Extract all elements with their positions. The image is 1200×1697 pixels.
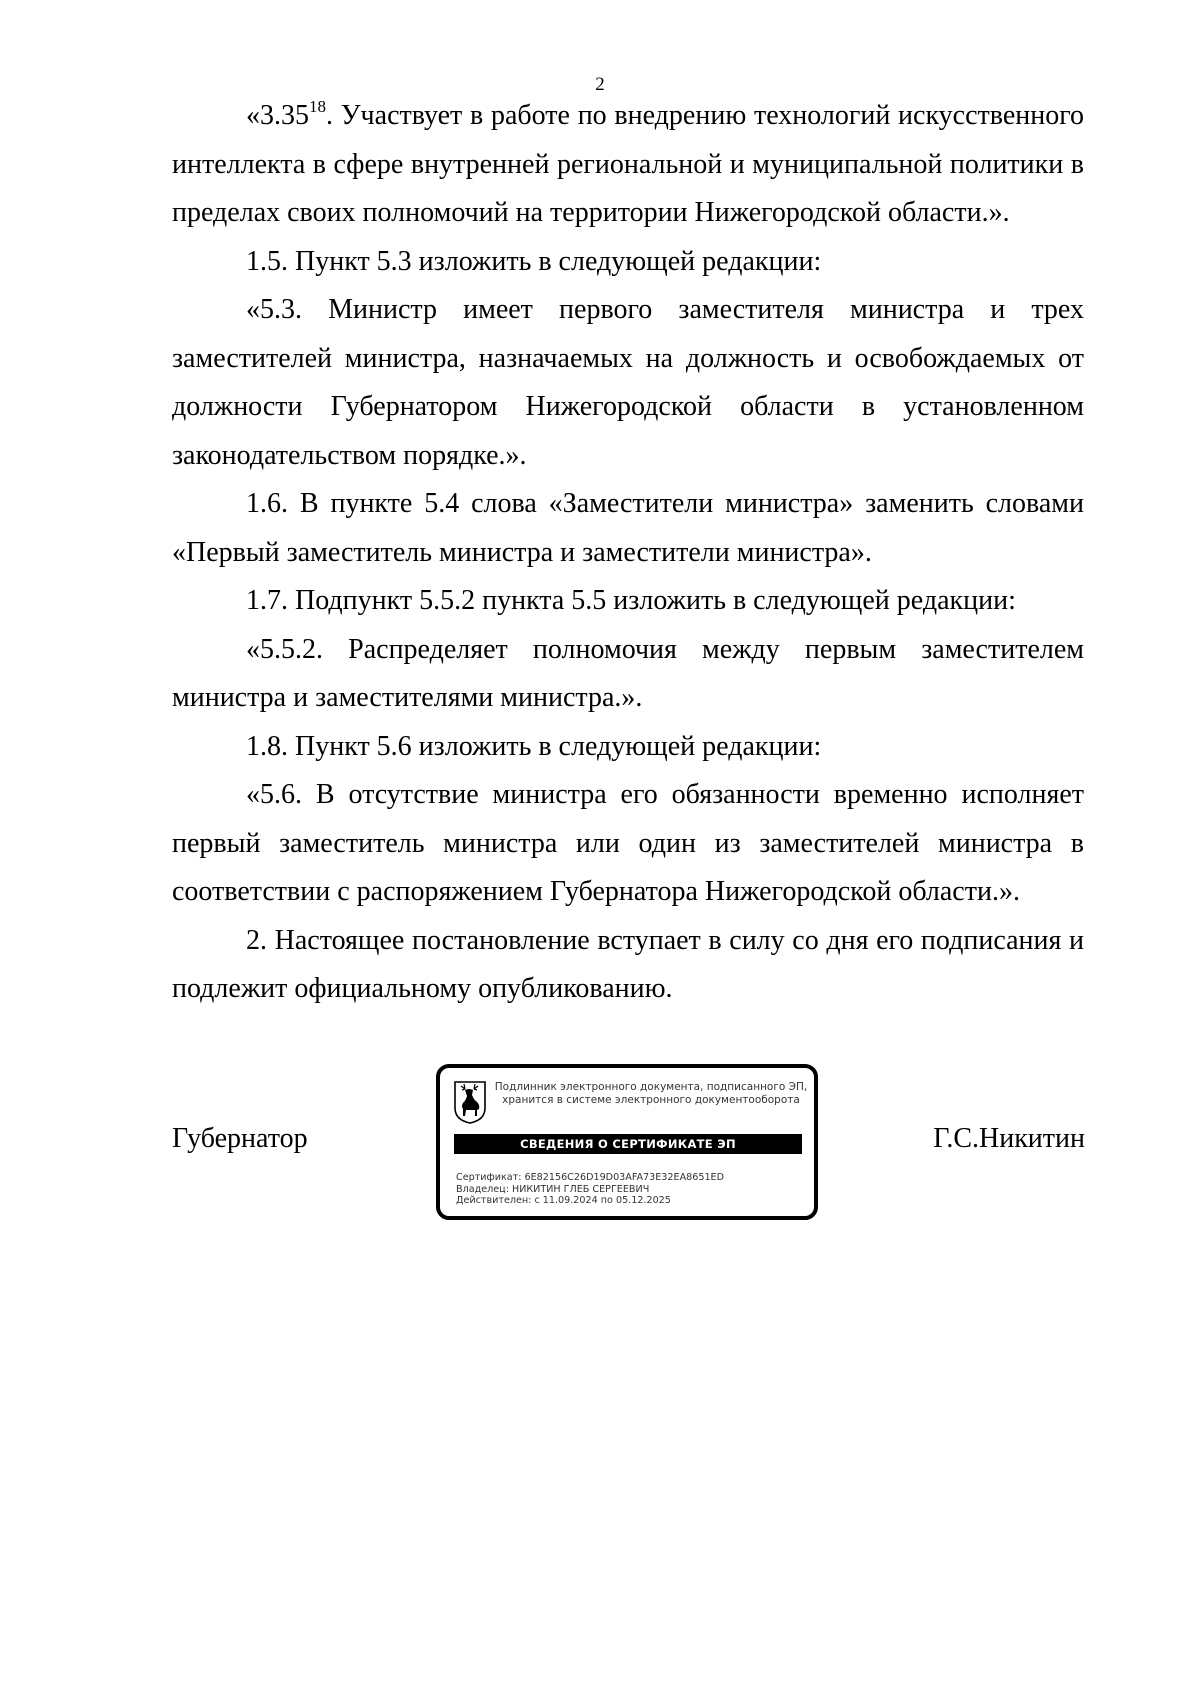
stamp-note-line-2: хранится в системе электронного документооборота (502, 1094, 800, 1106)
certificate-number: Сертификат: 6E82156C26D19D03AFA73E32EA8651ED (456, 1172, 725, 1183)
paragraph-1-7: 1.7. Подпункт 5.5.2 пункта 5.5 изложить в следующей редакции: (246, 585, 1016, 616)
stamp-note (492, 1081, 810, 1107)
nizhny-novgorod-deer-emblem-icon (453, 1080, 487, 1124)
paragraph-3-35-prefix: «3.35 (246, 100, 309, 131)
certificate-validity: Действителен: с 11.09.2024 по 05.12.2025 (456, 1195, 671, 1206)
stamp-note-line-1: Подлинник электронного документа, подписанного ЭП, (494, 1081, 808, 1093)
document-body (172, 92, 1084, 1014)
certificate-owner: Владелец: НИКИТИН ГЛЕБ СЕРГЕЕВИЧ (456, 1183, 650, 1195)
paragraph-3-35-superscript: 18 (309, 96, 326, 116)
certificate-header: СВЕДЕНИЯ О СЕРТИФИКАТЕ ЭП (454, 1134, 802, 1154)
certificate-details (456, 1172, 808, 1207)
page-number: 2 (595, 74, 605, 95)
paragraph-3-35-text: . Участвует в работе по внедрению технологий искусственного интеллекта в сфере внутренней региональной и муниципальной политики в пределах своих полномочий на территории Нижегородской области.». (172, 100, 1084, 228)
paragraph-1-8: 1.8. Пункт 5.6 изложить в следующей редакции: (246, 730, 822, 762)
electronic-signature-stamp (436, 1064, 818, 1220)
signatory-position: Губернатор (172, 1123, 308, 1154)
paragraph-1-6: 1.6. В пункте 5.4 слова «Заместители министра» заменить словами «Первый заместитель министра и заместители министра». (172, 488, 1084, 568)
paragraph-3-35-18 (172, 92, 1084, 238)
paragraph-5-3: «5.3. Министр имеет первого заместителя министра и трех заместителей министра, назначаемых на должность и освобождаемых от должности Губернатором Нижегородской области в установленном законодательством порядке.». (172, 294, 1084, 471)
paragraph-5-5-2: «5.5.2. Распределяет полномочия между первым заместителем министра и заместителями министра.». (172, 633, 1084, 713)
signatory-name: Г.С.Никитин (933, 1123, 1085, 1154)
paragraph-2: 2. Настоящее постановление вступает в силу со дня его подписания и подлежит официальному опубликованию. (172, 924, 1084, 1004)
paragraph-5-6: «5.6. В отсутствие министра его обязанности временно исполняет первый заместитель министра или один из заместителей министра в соответствии с распоряжением Губернатора Нижегородской области.». (172, 779, 1084, 907)
paragraph-1-5: 1.5. Пункт 5.3 изложить в следующей редакции: (246, 245, 822, 277)
